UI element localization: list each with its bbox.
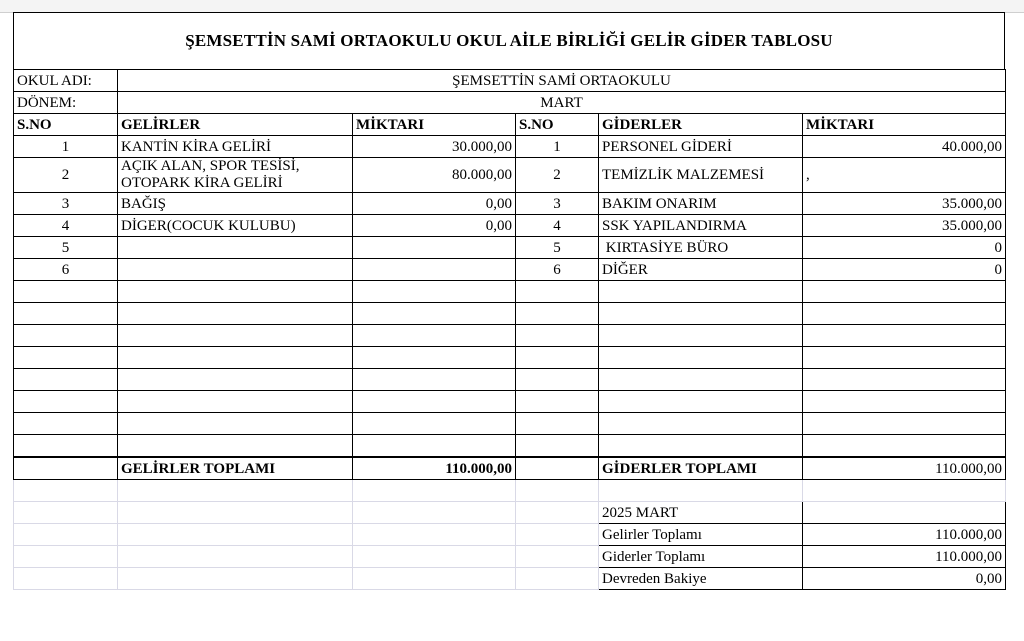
- summary-period: 2025 MART: [599, 502, 803, 524]
- expense-amount: 0: [803, 259, 1006, 281]
- income-no: 1: [14, 136, 118, 158]
- expense-item: DİĞER: [599, 259, 803, 281]
- income-amount: 0,00: [353, 193, 516, 215]
- empty-row: [14, 347, 1006, 369]
- summary-income-value: 110.000,00: [803, 524, 1006, 546]
- summary-expense-value: 110.000,00: [803, 546, 1006, 568]
- expense-item: PERSONEL GİDERİ: [599, 136, 803, 158]
- table-row: [14, 237, 1006, 259]
- income-amount: 0,00: [353, 215, 516, 237]
- summary-row: [14, 546, 1006, 568]
- income-amount: 80.000,00: [353, 158, 516, 193]
- header-sno-income: S.NO: [14, 114, 118, 136]
- header-row: [14, 114, 1006, 136]
- expense-amount: 35.000,00: [803, 193, 1006, 215]
- income-item: DİGER(COCUK KULUBU): [118, 215, 353, 237]
- expense-amount: ,: [803, 158, 1006, 193]
- expense-item: TEMİZLİK MALZEMESİ: [599, 158, 803, 193]
- period-row: [14, 92, 1006, 114]
- expense-total-value: 110.000,00: [803, 457, 1006, 480]
- income-no: 5: [14, 237, 118, 259]
- summary-balance-label: Devreden Bakiye: [599, 568, 803, 590]
- school-name-label: OKUL ADI:: [14, 70, 118, 92]
- empty-row: [14, 369, 1006, 391]
- income-no: 2: [14, 158, 118, 193]
- expense-no: 3: [516, 193, 599, 215]
- income-no: 4: [14, 215, 118, 237]
- empty-row: [14, 281, 1006, 303]
- income-item: BAĞIŞ: [118, 193, 353, 215]
- school-name-row: [14, 70, 1006, 92]
- header-expense: GİDERLER: [599, 114, 803, 136]
- income-item: KANTİN KİRA GELİRİ: [118, 136, 353, 158]
- summary-balance-value: 0,00: [803, 568, 1006, 590]
- expense-total-label: GİDERLER TOPLAMI: [599, 457, 803, 480]
- header-amount-expense: MİKTARI: [803, 114, 1006, 136]
- expense-item: BAKIM ONARIM: [599, 193, 803, 215]
- income-item: [118, 237, 353, 259]
- summary-row: [14, 568, 1006, 590]
- income-amount: [353, 259, 516, 281]
- period-value: MART: [118, 92, 1006, 114]
- expense-no: 1: [516, 136, 599, 158]
- income-item: AÇIK ALAN, SPOR TESİSİ, OTOPARK KİRA GELİRİ: [118, 158, 353, 193]
- income-expense-table: [13, 69, 1006, 590]
- income-item: [118, 259, 353, 281]
- empty-row: [14, 303, 1006, 325]
- empty-row: [14, 325, 1006, 347]
- summary-row: [14, 502, 1006, 524]
- spreadsheet: [13, 12, 1005, 640]
- expense-no: 4: [516, 215, 599, 237]
- period-label: DÖNEM:: [14, 92, 118, 114]
- table-row: [14, 193, 1006, 215]
- summary-expense-label: Giderler Toplamı: [599, 546, 803, 568]
- empty-row: [14, 435, 1006, 458]
- expense-amount: 0: [803, 237, 1006, 259]
- header-income: GELİRLER: [118, 114, 353, 136]
- income-amount: 30.000,00: [353, 136, 516, 158]
- expense-amount: 35.000,00: [803, 215, 1006, 237]
- expense-item: KIRTASİYE BÜRO: [599, 237, 803, 259]
- school-name-value: ŞEMSETTİN SAMİ ORTAOKULU: [118, 70, 1006, 92]
- income-no: 6: [14, 259, 118, 281]
- header-amount-income: MİKTARI: [353, 114, 516, 136]
- income-total-label: GELİRLER TOPLAMI: [118, 457, 353, 480]
- summary-income-label: Gelirler Toplamı: [599, 524, 803, 546]
- income-amount: [353, 237, 516, 259]
- expense-no: 6: [516, 259, 599, 281]
- document-title: ŞEMSETTİN SAMİ ORTAOKULU OKUL AİLE BİRLİĞİ GELİR GİDER TABLOSU: [13, 12, 1005, 69]
- expense-no: 2: [516, 158, 599, 193]
- table-row: [14, 259, 1006, 281]
- header-sno-expense: S.NO: [516, 114, 599, 136]
- income-total-value: 110.000,00: [353, 457, 516, 480]
- table-row: [14, 136, 1006, 158]
- income-no: 3: [14, 193, 118, 215]
- expense-amount: 40.000,00: [803, 136, 1006, 158]
- empty-row: [14, 480, 1006, 502]
- table-row: [14, 215, 1006, 237]
- empty-row: [14, 391, 1006, 413]
- summary-row: [14, 524, 1006, 546]
- totals-row: [14, 457, 1006, 480]
- empty-row: [14, 413, 1006, 435]
- table-row: [14, 158, 1006, 193]
- expense-item: SSK YAPILANDIRMA: [599, 215, 803, 237]
- expense-no: 5: [516, 237, 599, 259]
